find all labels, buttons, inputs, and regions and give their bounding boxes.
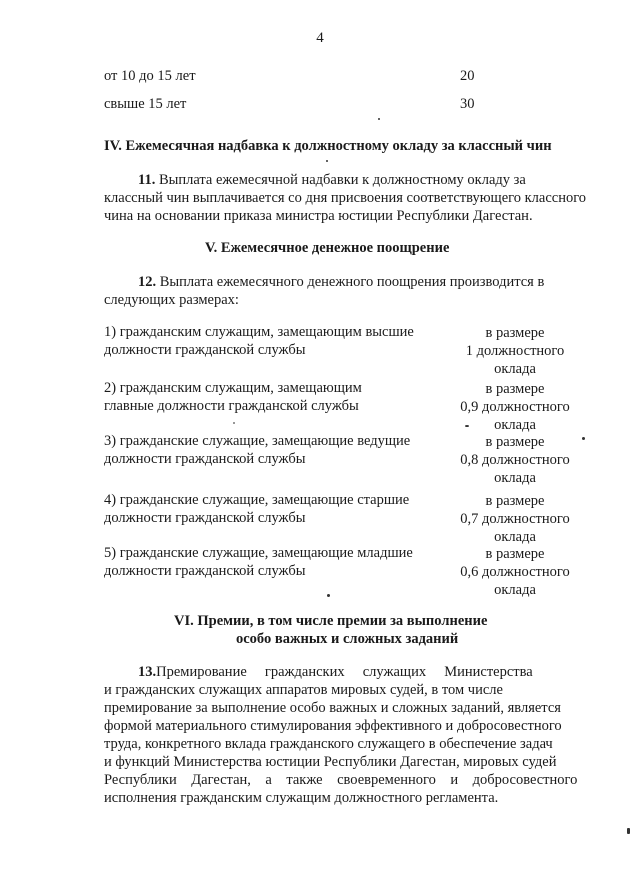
paragraph-13-line-5: труда, конкретного вклада гражданского служащего в обеспечение задач — [104, 736, 553, 752]
paragraph-11-line-2: классный чин выплачивается со дня присвоения соответствующего классного — [104, 190, 587, 206]
service-row-value-2: 30 — [460, 96, 475, 112]
scan-speck — [378, 118, 380, 120]
paragraph-13-line-4: формой материального стимулирования эффективного и добросовестного — [104, 718, 562, 734]
scan-speck — [326, 160, 328, 162]
table-row-3-left-1: 3) гражданские служащие, замещающие ведущие — [104, 433, 411, 449]
table-row-3-left-2: должности гражданской службы — [104, 451, 306, 467]
table-row-4-right: в размере 0,7 должностного оклада — [460, 493, 570, 545]
scan-speck — [627, 828, 630, 834]
paragraph-13-line-7: Республики Дагестан, а также своевременного и добросовестного — [104, 772, 578, 788]
scan-speck — [465, 425, 469, 427]
service-row-label-2: свыше 15 лет — [104, 96, 187, 112]
service-row-value-1: 20 — [460, 68, 475, 84]
paragraph-11-number: 11. — [138, 172, 156, 188]
table-row-2-left-2: главные должности гражданской службы — [104, 398, 359, 414]
paragraph-13-line-6: и функций Министерства юстиции Республики Дагестан, мировых судей — [104, 754, 557, 770]
scan-speck — [233, 422, 235, 424]
section-5-title: V. Ежемесячное денежное поощрение — [205, 240, 450, 256]
paragraph-12-line-1: 12. Выплата ежемесячного денежного поощрения производится в — [138, 274, 545, 290]
paragraph-11-line-1: 11. Выплата ежемесячной надбавки к должностному окладу за — [138, 172, 526, 188]
table-row-1-right: в размере 1 должностного оклада — [465, 325, 565, 377]
section-4-title: IV. Ежемесячная надбавка к должностному окладу за классный чин — [104, 138, 552, 154]
table-row-2-right: в размере 0,9 должностного оклада — [460, 381, 570, 433]
table-row-5-right: в размере 0,6 должностного оклада — [460, 546, 570, 598]
table-row-5-left-1: 5) гражданские служащие, замещающие младшие — [104, 545, 413, 561]
table-row-5-left-2: должности гражданской службы — [104, 563, 306, 579]
table-row-4-left-1: 4) гражданские служащие, замещающие старшие — [104, 492, 410, 508]
paragraph-13-line-1: 13.Премирование гражданских служащих Министерства — [138, 664, 533, 680]
section-6-title-line-2: особо важных и сложных заданий — [236, 631, 459, 647]
paragraph-11-line-3: чина на основании приказа министра юстиции Республики Дагестан. — [104, 208, 533, 224]
service-row-label-1: от 10 до 15 лет — [104, 68, 196, 84]
scan-speck — [582, 437, 585, 440]
paragraph-12-number: 12. — [138, 274, 157, 290]
paragraph-13-line-3: премирование за выполнение особо важных и сложных заданий, является — [104, 700, 561, 716]
paragraph-12-line-2: следующих размерах: — [104, 292, 239, 308]
table-row-3-right: в размере 0,8 должностного оклада — [460, 434, 570, 486]
table-row-1-left-1: 1) гражданским служащим, замещающим высшие — [104, 324, 414, 340]
paragraph-13-number: 13. — [138, 664, 157, 680]
page-number: 4 — [316, 30, 324, 46]
table-row-2-left-1: 2) гражданским служащим, замещающим — [104, 380, 362, 396]
section-6-title-line-1: VI. Премии, в том числе премии за выполнение — [174, 613, 488, 629]
paragraph-13-line-2: и гражданских служащих аппаратов мировых судей, в том числе — [104, 682, 503, 698]
paragraph-13-line-8: исполнения гражданским служащим должностного регламента. — [104, 790, 499, 806]
table-row-1-left-2: должности гражданской службы — [104, 342, 306, 358]
scan-speck — [327, 594, 330, 597]
table-row-4-left-2: должности гражданской службы — [104, 510, 306, 526]
